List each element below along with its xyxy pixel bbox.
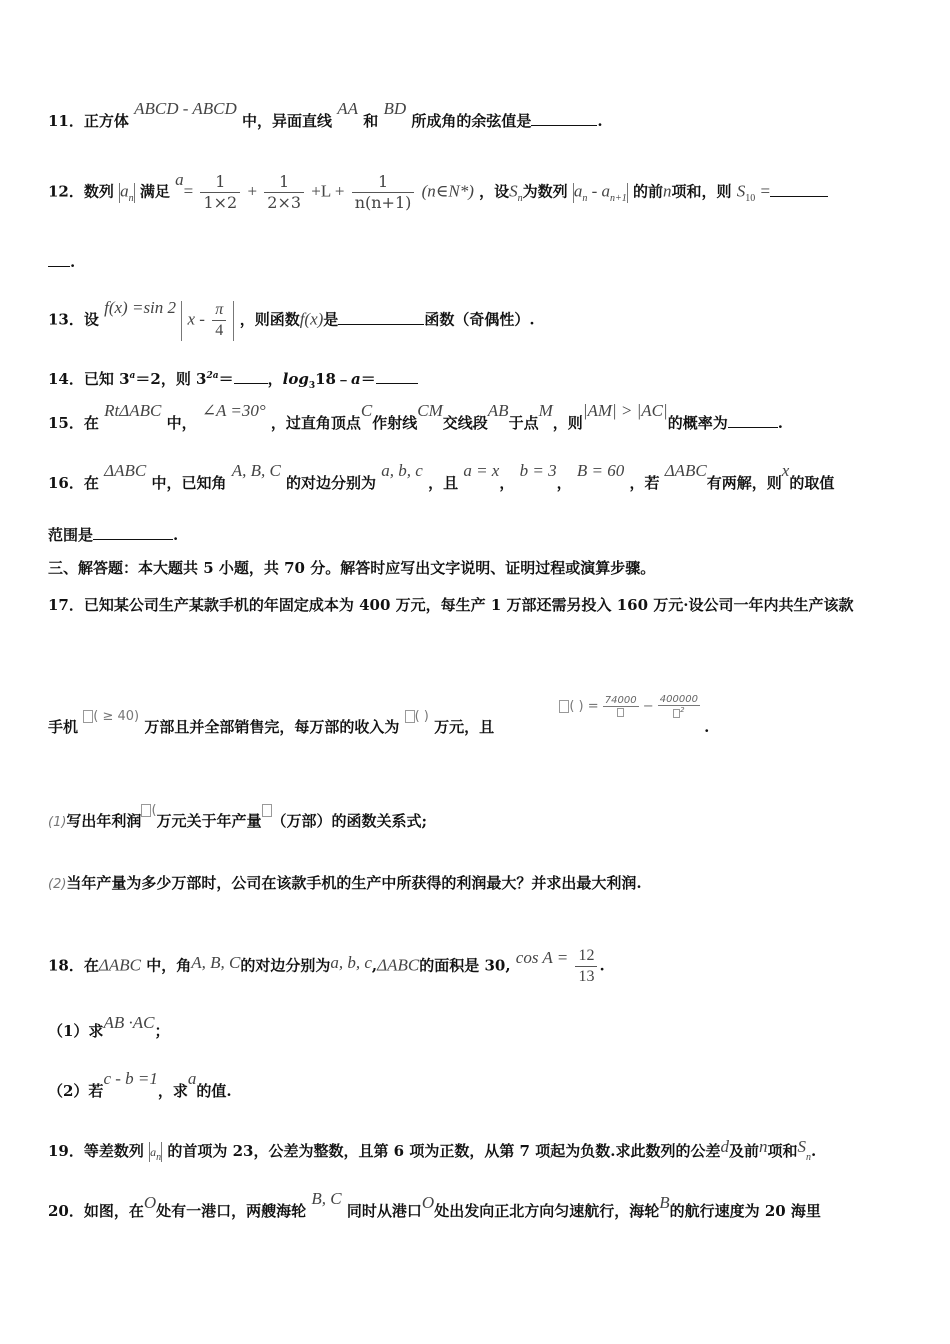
q11-end: . bbox=[597, 112, 603, 130]
q12-frac-3-den: n(n+1) bbox=[354, 193, 412, 212]
q14-text-4: 18﹣ bbox=[315, 370, 351, 388]
q17-text: 17．已知某公司生产某款手机的年固定成本为 400 万元，每生产 1 万部还需另投入 160 万元·设公司一年内共生产该款 bbox=[48, 596, 854, 614]
q18-triangle-2: ΔABC bbox=[377, 955, 420, 975]
q20-O: O bbox=[143, 1193, 157, 1212]
section-3-heading bbox=[48, 557, 910, 578]
q15-CM: CM bbox=[417, 401, 443, 420]
q20-text-2: 处有一港口，两艘海轮 bbox=[156, 1202, 307, 1220]
q20-text-4: 处出发向正北方向匀速航行，海轮 bbox=[434, 1202, 660, 1220]
q12-n: n bbox=[663, 181, 672, 201]
q16-text: 在 bbox=[83, 474, 99, 492]
question-18-part-2 bbox=[48, 1069, 910, 1101]
q18-part-1-expr: AB ·AC bbox=[103, 1013, 155, 1032]
q18-triangle: ΔABC bbox=[98, 955, 141, 975]
q15-AB: AB bbox=[487, 401, 509, 420]
q13-number: 13． bbox=[48, 310, 84, 329]
q17-part-2-text: 当年产量为多少万部时，公司在该款手机的生产中所获得的利润最大？并求出最大利润. bbox=[66, 874, 642, 892]
q14-answer-blank-2 bbox=[376, 369, 418, 384]
q16-B-eq-60: B = 60 bbox=[576, 461, 625, 480]
q19-d: d bbox=[720, 1137, 729, 1156]
q17-frac-2-num: 400000 bbox=[659, 694, 698, 705]
q18-text-4: 的面积是 30, bbox=[419, 956, 511, 975]
q14-exp-2a: 2a bbox=[206, 371, 219, 381]
q14-text: 已知 3 bbox=[83, 370, 130, 388]
q18-part-2-a: a bbox=[187, 1069, 197, 1088]
question-13 bbox=[48, 297, 910, 341]
q12-dots: +L + bbox=[311, 181, 345, 201]
q18-frac bbox=[575, 946, 597, 987]
q15-text-5: 交线段 bbox=[442, 414, 488, 432]
q17-formula-frac-1 bbox=[603, 695, 639, 718]
q20-text-3: 同时从港口 bbox=[346, 1202, 422, 1220]
q14-text-3: ＝ bbox=[218, 370, 234, 388]
q20-O2: O bbox=[421, 1193, 435, 1212]
q17-end: . bbox=[704, 718, 710, 737]
q17-frac-1-den-box bbox=[617, 708, 624, 717]
q13-paren-left bbox=[181, 301, 182, 341]
question-17-part-2 bbox=[48, 872, 910, 893]
q13-frac bbox=[212, 300, 226, 341]
q18-part-2-end: 的值. bbox=[196, 1082, 232, 1100]
q18-part-1-end: ； bbox=[154, 1022, 170, 1040]
q17-condition-text: ( ≥ 40) bbox=[93, 709, 140, 725]
q19-seq-sub: n bbox=[156, 1152, 162, 1163]
q12-answer-blank-2 bbox=[48, 252, 70, 267]
q17-formula-frac-2 bbox=[658, 694, 700, 719]
q12-frac-1-den: 1×2 bbox=[203, 193, 238, 212]
q20-number: 20． bbox=[48, 1202, 84, 1220]
q19-text-3: 及前 bbox=[728, 1142, 759, 1160]
q17-part-1-text: 写出年利润 bbox=[66, 812, 142, 830]
q15-text-6: 于点 bbox=[508, 414, 539, 432]
q16-angles: A, B, C bbox=[231, 461, 281, 480]
q12-S: S bbox=[509, 181, 518, 201]
q16-text-7: 的取值 bbox=[789, 474, 835, 492]
q12-frac-3-num: 1 bbox=[352, 172, 415, 193]
section-3-text: 三、解答题：本大题共 5 小题，共 70 分。解答时应写出文字说明、证明过程或演算步骤。 bbox=[48, 559, 656, 577]
q14-log-base: 3 bbox=[308, 381, 316, 391]
q14-exp-a: a bbox=[129, 371, 136, 381]
q12-minus: - a bbox=[587, 181, 611, 201]
q12-text-2: 满足 bbox=[139, 182, 170, 201]
q16-triangle-2: ΔABC bbox=[664, 461, 707, 480]
q11-line-bd: BD bbox=[383, 99, 407, 118]
q18-comma: , bbox=[371, 956, 378, 975]
q12-text-6: 项和，则 bbox=[671, 182, 732, 201]
q16-comma-2: ， bbox=[556, 474, 572, 492]
q12-plus: + bbox=[247, 181, 258, 201]
q17-part-1-label: (1) bbox=[48, 815, 67, 830]
q12-eq: = bbox=[183, 181, 194, 201]
q14-log: log bbox=[282, 370, 309, 388]
q12-frac-3 bbox=[352, 172, 415, 213]
q17-R-box bbox=[405, 710, 415, 723]
q12-text-4: 为数列 bbox=[522, 182, 568, 201]
q17-frac-2-den-exp: 2 bbox=[680, 706, 685, 714]
q17-formula-lhs: ( ) = bbox=[569, 699, 599, 715]
q12-text-3: ，设 bbox=[479, 182, 510, 201]
q20-text: 如图，在 bbox=[83, 1202, 144, 1220]
q11-number: 11． bbox=[48, 112, 84, 130]
q18-frac-den: 13 bbox=[578, 968, 595, 985]
q12-S10: S bbox=[736, 181, 746, 201]
q18-end: . bbox=[599, 956, 605, 975]
q15-text-3: ，过直角顶点 bbox=[270, 414, 361, 432]
q16-triangle: ΔABC bbox=[104, 461, 147, 480]
q15-text-4: 作射线 bbox=[372, 414, 418, 432]
q19-number: 19． bbox=[48, 1142, 84, 1160]
question-20 bbox=[48, 1189, 910, 1221]
q17-frac-1-num: 74000 bbox=[604, 695, 637, 707]
question-15 bbox=[48, 401, 910, 433]
q13-text-2: ，则函数 bbox=[239, 310, 300, 329]
q12-frac-2-num: 1 bbox=[264, 172, 304, 193]
q15-end: . bbox=[777, 414, 783, 432]
q19-brace-right bbox=[161, 1142, 162, 1162]
q12-condition: (n∈N*) bbox=[421, 181, 474, 201]
q11-solid: ABCD - A bbox=[134, 99, 203, 118]
q19-S: S bbox=[797, 1137, 806, 1156]
question-12 bbox=[48, 169, 910, 213]
q16-comma-1: ， bbox=[499, 474, 515, 492]
q13-four: 4 bbox=[215, 322, 224, 339]
q12-frac-2-den: 2×3 bbox=[267, 193, 302, 212]
q16-text-8: 范围是 bbox=[48, 526, 94, 544]
q19-end: . bbox=[810, 1142, 817, 1160]
q12-text: 数列 bbox=[83, 182, 114, 201]
q16-text-6: 有两解，则 bbox=[706, 474, 782, 492]
q19-seq: a bbox=[150, 1145, 157, 1159]
q17-x-box-2 bbox=[262, 804, 272, 817]
q12-seq2-sub2: n+1 bbox=[610, 192, 627, 204]
question-11 bbox=[48, 99, 910, 131]
q13-text-3: 是 bbox=[323, 310, 339, 329]
question-16 bbox=[48, 461, 910, 493]
q16-end: . bbox=[173, 526, 179, 544]
q16-text-2: 中，已知角 bbox=[151, 474, 227, 492]
q11-text-2: 中，异面直线 bbox=[241, 112, 332, 130]
question-18 bbox=[48, 946, 910, 987]
q12-seq-sub: n bbox=[128, 192, 134, 204]
q17-W-box bbox=[141, 804, 151, 817]
q16-number: 16． bbox=[48, 474, 84, 492]
question-19 bbox=[48, 1137, 910, 1163]
q11-answer-blank bbox=[531, 111, 597, 126]
q12-seq2: a bbox=[573, 181, 583, 201]
q13-x-minus: x - bbox=[187, 309, 205, 329]
q15-text: 在 bbox=[83, 414, 99, 432]
question-18-part-1 bbox=[48, 1013, 910, 1041]
question-12-cont bbox=[48, 252, 910, 271]
q14-answer-blank-1 bbox=[234, 369, 268, 384]
q15-text-2: 中， bbox=[166, 414, 197, 432]
q12-S-sub: n bbox=[517, 192, 523, 204]
q17-x-box bbox=[83, 710, 93, 723]
q17-part-1-text-4: （万部）的函数关系式; bbox=[271, 812, 428, 830]
q18-part-1-label: （1）求 bbox=[48, 1022, 104, 1040]
q17-W-paren: ( bbox=[151, 803, 157, 818]
q16-text-3: 的对边分别为 bbox=[286, 474, 377, 492]
q17-formula bbox=[559, 694, 704, 715]
q17-text-4: 万元，且 bbox=[434, 718, 495, 737]
q15-C: C bbox=[360, 401, 373, 420]
q11-text-3: 和 bbox=[363, 112, 379, 130]
q15-text-8: 的概率为 bbox=[667, 414, 728, 432]
q18-text: 在 bbox=[83, 956, 99, 975]
q15-answer-blank bbox=[728, 413, 778, 428]
q20-BC: B, C bbox=[311, 1189, 342, 1208]
q16-text-5: ，若 bbox=[629, 474, 660, 492]
q17-formula-box bbox=[559, 700, 569, 713]
q17-part-1-text-3: 关于年产量 bbox=[186, 812, 262, 830]
q15-inequality: |AM| > |AC| bbox=[582, 401, 668, 420]
q16-text-4: ，且 bbox=[428, 474, 459, 492]
q17-revenue-text: ( ) bbox=[414, 709, 429, 725]
q18-text-2: 中，角 bbox=[146, 956, 192, 975]
q14-text-2: ＝2，则 3 bbox=[135, 370, 207, 388]
q18-number: 18． bbox=[48, 956, 84, 975]
q18-cos: cos A = bbox=[515, 947, 569, 967]
q14-text-5: ＝ bbox=[360, 370, 376, 388]
q13-answer-blank bbox=[338, 310, 424, 325]
q15-number: 15． bbox=[48, 414, 84, 432]
q13-function: f(x) =sin 2 bbox=[104, 297, 177, 317]
q12-frac-2 bbox=[264, 172, 304, 213]
q18-text-3: 的对边分别为 bbox=[240, 956, 331, 975]
question-14 bbox=[48, 368, 910, 391]
q16-a-eq-x: a = x bbox=[463, 461, 500, 480]
q17-text-2: 手机 bbox=[48, 718, 79, 737]
q11-text: 正方体 bbox=[83, 112, 129, 130]
q18-part-2-label: （2）若 bbox=[48, 1082, 104, 1100]
q18-part-2-expr: c - b =1 bbox=[103, 1069, 158, 1088]
q13-pi: π bbox=[212, 300, 226, 321]
q11-line-aa: AA bbox=[337, 99, 359, 118]
q12-number: 12． bbox=[48, 182, 84, 201]
q18-angles: A, B, C bbox=[191, 952, 241, 972]
q15-angle: ∠A =30° bbox=[201, 401, 266, 420]
q13-text: 设 bbox=[83, 310, 99, 329]
q18-part-2-text: ，求 bbox=[157, 1082, 188, 1100]
q19-text: 等差数列 bbox=[83, 1142, 144, 1160]
q19-text-2: 的首项为 23，公差为整数，且第 6 项为正数，从第 7 项起为负数.求此数列的公差 bbox=[167, 1142, 721, 1160]
q13-paren-right bbox=[233, 301, 234, 341]
q16-x: x bbox=[781, 461, 790, 480]
q13-function-2: f(x) bbox=[299, 309, 324, 329]
q11-solid-rest: BCD bbox=[202, 99, 237, 118]
question-17-cont bbox=[48, 694, 910, 741]
q17-part-1-text-2: 万元 bbox=[156, 812, 187, 830]
q18-sides: a, b, c bbox=[330, 952, 372, 972]
q17-formula-minus: − bbox=[642, 699, 654, 715]
q18-frac-num: 12 bbox=[575, 946, 597, 967]
question-16-cont bbox=[48, 524, 910, 545]
q12-answer-blank bbox=[770, 182, 828, 197]
q15-triangle: RtΔABC bbox=[104, 401, 162, 420]
q14-comma: ， bbox=[267, 370, 283, 388]
q12-eq2: = bbox=[760, 181, 771, 201]
q12-text-5: 的前 bbox=[633, 182, 664, 201]
q12-end: . bbox=[70, 253, 76, 271]
q16-b-eq-3: b = 3 bbox=[519, 461, 557, 480]
question-17 bbox=[48, 594, 910, 615]
q17-condition bbox=[83, 709, 139, 724]
q13-text-4: 函数（奇偶性）. bbox=[424, 310, 535, 329]
q14-number: 14． bbox=[48, 370, 84, 388]
q19-S-sub: n bbox=[805, 1152, 811, 1163]
q17-revenue bbox=[405, 709, 429, 724]
q20-B: B bbox=[659, 1193, 670, 1212]
q14-a: a bbox=[350, 370, 361, 388]
question-17-part-1 bbox=[48, 803, 910, 831]
q12-S10-sub: 10 bbox=[745, 192, 756, 204]
q19-text-4: 项和 bbox=[767, 1142, 798, 1160]
q16-sides: a, b, c bbox=[381, 461, 423, 480]
q16-answer-blank bbox=[93, 525, 173, 540]
q20-text-5: 的航行速度为 20 海里 bbox=[669, 1202, 821, 1220]
q12-seq2-sub: n bbox=[582, 192, 588, 204]
q11-text-4: 所成角的余弦值是 bbox=[411, 112, 532, 130]
q12-lhs: a bbox=[175, 169, 184, 189]
q15-text-7: ，则 bbox=[552, 414, 583, 432]
q19-n: n bbox=[758, 1137, 768, 1156]
q15-M: M bbox=[538, 401, 553, 420]
q17-part-2-label: (2) bbox=[48, 877, 67, 892]
q12-seq: a bbox=[120, 181, 129, 201]
q17-text-3: 万部且并全部销售完，每万部的收入为 bbox=[144, 718, 400, 737]
q12-frac-1-num: 1 bbox=[200, 172, 240, 193]
q12-frac-1 bbox=[200, 172, 240, 213]
